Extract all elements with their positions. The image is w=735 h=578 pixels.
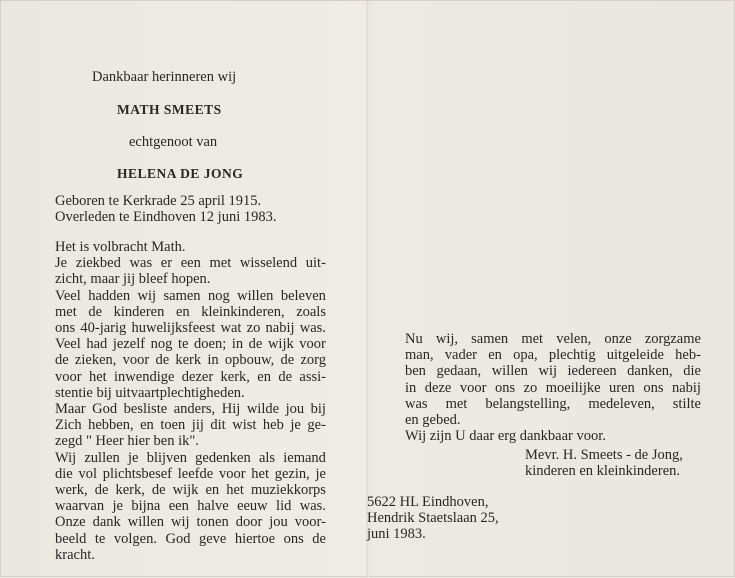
header-text: Dankbaar herinneren wij (92, 69, 237, 85)
body-line: stentie bij uitvaartplechtigheden. (55, 384, 245, 401)
body-line: was met belangstelling, medeleven, stilte (405, 395, 701, 412)
signature-line-1: Mevr. H. Smeets - de Jong, (525, 447, 683, 463)
body-line: werk, de kerk, de wijk en het muziekkorps (55, 482, 326, 498)
body-line: beeld te volgen. God geve hiertoe ons de (55, 530, 326, 547)
body-line: voor het inwendige dezer kerk, en de assi- (55, 368, 326, 385)
body-line: in deze voor ons zo moeilijke uren ons nabij (405, 379, 701, 396)
body-line: man, vader en opa, plechtig uitgeleide heb- (405, 347, 701, 364)
body-line: de zieken, voor de kerk in opbouw, de zorg (55, 352, 326, 369)
address-line-1: 5622 HL Eindhoven, (367, 494, 489, 510)
body-line: zegd " Heer hier ben ik". (55, 433, 199, 450)
body-line: Je ziekbed was er een met wisselend uit- (55, 255, 326, 272)
relation-text: echtgenoot van (129, 134, 218, 150)
body-line: waarvan je bijna een halve eeuw lid was. (55, 498, 326, 515)
address-line-2: Hendrik Staetslaan 25, (367, 510, 499, 526)
body-line: Veel hadden wij samen nog willen beleven (55, 287, 326, 304)
card-fold (367, 1, 369, 578)
death-line: Overleden te Eindhoven 12 juni 1983. (55, 209, 277, 225)
body-line: ons 40-jarig huwelijksfeest wat zo nabij was. (55, 320, 326, 336)
body-line: die vol plichtsbesef leefde voor het gezin, je (55, 465, 326, 482)
body-line: Onze dank willen wij tonen door jou voor- (55, 514, 326, 531)
deceased-name: MATH SMEETS (117, 102, 222, 117)
body-line: Wij zullen je blijven gedenken als iemand (55, 449, 326, 466)
body-line: Veel had jezelf nog te doen; in de wijk voor (55, 336, 326, 353)
body-line: ben gedaan, willen wij iedereen danken, die (405, 363, 701, 380)
body-line: Wij zijn U daar erg dankbaar voor. (405, 428, 606, 445)
body-line: en gebed. (405, 412, 461, 428)
body-line: Het is volbracht Math. (55, 239, 186, 255)
body-line: Zich hebben, en toen jij dit wist heb je ge- (55, 417, 326, 434)
body-line: kracht. (55, 546, 95, 563)
body-line: met de kinderen en kleinkinderen, zoals (55, 303, 326, 320)
body-line: zicht, maar jij bleef hopen. (55, 271, 211, 288)
address-line-3: juni 1983. (367, 526, 426, 542)
spouse-name: HELENA DE JONG (117, 166, 244, 181)
signature-line-2: kinderen en kleinkinderen. (525, 463, 681, 479)
birth-line: Geboren te Kerkrade 25 april 1915. (55, 193, 262, 209)
body-line: Maar God besliste anders, Hij wilde jou bij (55, 401, 326, 417)
body-line: Nu wij, samen met velen, onze zorgzame (405, 331, 701, 347)
